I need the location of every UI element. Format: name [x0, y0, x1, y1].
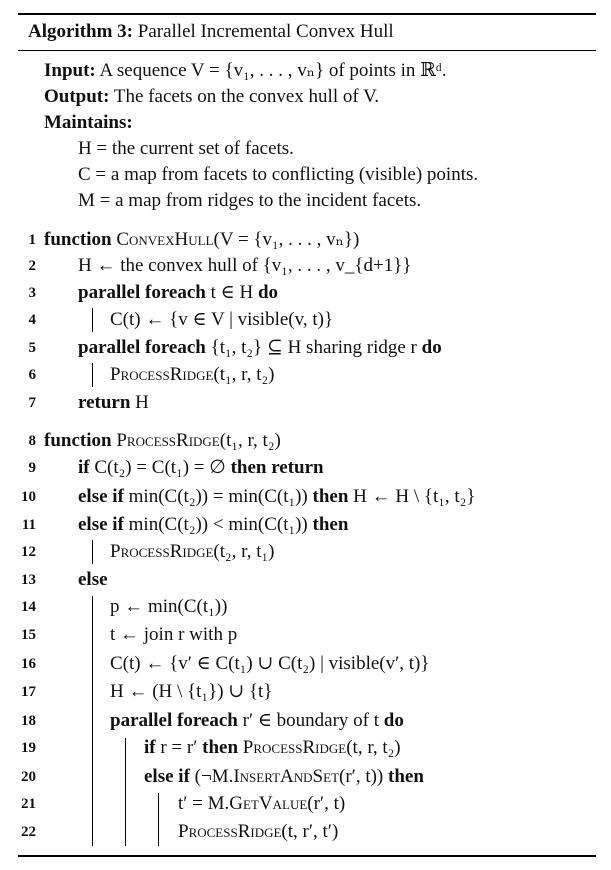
statement-text: C(t₂) = C(t₁) = ∅	[89, 457, 231, 478]
maintains-item: C = a map from facets to conflicting (visible) points.	[78, 164, 479, 185]
block-bar	[92, 308, 93, 332]
line-number: 19	[21, 740, 36, 756]
line-number: 12	[21, 544, 36, 560]
keyword: then return	[230, 457, 324, 478]
line-number: 6	[28, 367, 36, 383]
maintains-line	[44, 110, 133, 136]
line-number: 1	[28, 232, 36, 248]
bottom-rule	[18, 855, 596, 857]
top-rule	[18, 13, 596, 15]
output-text: The facets on the convex hull of V.	[113, 86, 380, 107]
statement-text: t ← join r with p	[110, 624, 238, 645]
procedure-name: InsertAndSet	[233, 766, 340, 787]
statement-text: min(C(t₂)) = min(C(t₁))	[123, 486, 313, 507]
statement-text: (t₂, r, t₁)	[213, 541, 275, 562]
line-number: 13	[21, 572, 36, 588]
procedure-name: ProcessRidge	[110, 541, 214, 562]
statement-text: t ∈ H	[205, 282, 258, 303]
maintains-item: H = the current set of facets.	[78, 138, 294, 159]
statement-text: (r′, t)	[307, 793, 346, 814]
line-number: 8	[28, 433, 36, 449]
algorithm-label: Algorithm 3:	[28, 21, 134, 42]
statement-text: min(C(t₂)) < min(C(t₁))	[123, 514, 313, 535]
keyword: if	[78, 457, 90, 478]
statement-text: (t₁, r, t₂)	[219, 430, 281, 451]
algorithm-title: Parallel Incremental Convex Hull	[137, 21, 394, 42]
keyword: function	[44, 229, 112, 250]
statement-text: r = r′	[155, 737, 203, 758]
line-number: 10	[21, 489, 36, 505]
procedure-name: GetValue	[229, 793, 308, 814]
keyword: then	[312, 486, 349, 507]
keyword: then	[202, 737, 239, 758]
keyword: do	[383, 710, 404, 731]
input-text: A sequence V = {v₁, . . . , vₙ} of points in ℝᵈ.	[99, 60, 447, 81]
statement-text: H ← the convex hull of {v₁, . . . , v_{d+1}}	[78, 255, 412, 276]
keyword: parallel foreach	[78, 337, 206, 358]
statement-text: (¬M.	[189, 766, 234, 787]
procedure-name: ConvexHull	[116, 229, 214, 250]
line-number: 3	[28, 285, 36, 301]
line-number: 21	[21, 796, 36, 812]
statement-text: r′ ∈ boundary of t	[237, 710, 384, 731]
output-keyword: Output:	[44, 86, 110, 107]
procedure-name: ProcessRidge	[242, 737, 347, 758]
block-bar	[125, 738, 126, 846]
block-bar	[92, 363, 93, 387]
statement-text: (V = {v₁, . . . , vₙ})	[213, 229, 360, 250]
keyword: return	[78, 392, 131, 413]
procedure-name: ProcessRidge	[110, 364, 214, 385]
keyword: then	[312, 514, 349, 535]
maintains-keyword: Maintains:	[44, 112, 133, 133]
statement-text: (t₁, r, t₂)	[213, 364, 275, 385]
input-keyword: Input:	[44, 60, 96, 81]
procedure-name: ProcessRidge	[178, 821, 282, 842]
statement-text: {t₁, t₂} ⊆ H sharing ridge r	[205, 337, 422, 358]
maintains-item: M = a map from ridges to the incident facets.	[78, 190, 422, 211]
keyword: else if	[78, 514, 124, 535]
caption-rule	[18, 50, 596, 51]
keyword: if	[144, 737, 156, 758]
algorithm-caption	[28, 20, 394, 44]
line-number: 18	[21, 713, 36, 729]
statement-text: (r′, t))	[339, 766, 389, 787]
line-number: 5	[28, 340, 36, 356]
statement-text: p ← min(C(t₁))	[110, 596, 228, 617]
keyword: parallel foreach	[78, 282, 206, 303]
block-bar	[92, 596, 93, 846]
line-number: 14	[21, 599, 36, 615]
keyword: else if	[144, 766, 190, 787]
line-number: 2	[28, 258, 36, 274]
keyword: parallel foreach	[110, 710, 238, 731]
keyword: else if	[78, 486, 124, 507]
keyword: do	[257, 282, 279, 303]
statement-text: C(t) ← {v′ ∈ C(t₁) ∪ C(t₂) | visible(v′, t)}	[110, 653, 430, 674]
procedure-name: ProcessRidge	[116, 430, 220, 451]
statement-text: t′ = M.	[178, 793, 230, 814]
line-number: 7	[28, 395, 36, 411]
keyword: function	[44, 430, 112, 451]
line-number: 15	[21, 627, 36, 643]
statement-text: H	[130, 392, 149, 413]
statement-text: H ← (H \ {t₁}) ∪ {t}	[110, 681, 273, 702]
line-number: 4	[28, 312, 36, 328]
block-bar	[92, 540, 93, 564]
line-number: 16	[21, 656, 36, 672]
statement-text: (t, r′, t′)	[281, 821, 339, 842]
line-number: 11	[21, 517, 36, 533]
line-number: 22	[21, 824, 36, 840]
line-number: 9	[28, 460, 36, 476]
input-line	[44, 58, 447, 84]
statement-text: (t, r, t₂)	[346, 737, 401, 758]
line-number: 20	[21, 769, 36, 785]
statement-text: C(t) ← {v ∈ V | visible(v, t)}	[110, 309, 334, 330]
keyword: then	[388, 766, 424, 787]
output-line	[44, 84, 379, 110]
keyword: else	[78, 569, 108, 590]
line-number: 17	[21, 684, 36, 700]
keyword: do	[421, 337, 442, 358]
block-bar	[158, 793, 159, 846]
statement-text: H ← H \ {t₁, t₂}	[348, 486, 476, 507]
